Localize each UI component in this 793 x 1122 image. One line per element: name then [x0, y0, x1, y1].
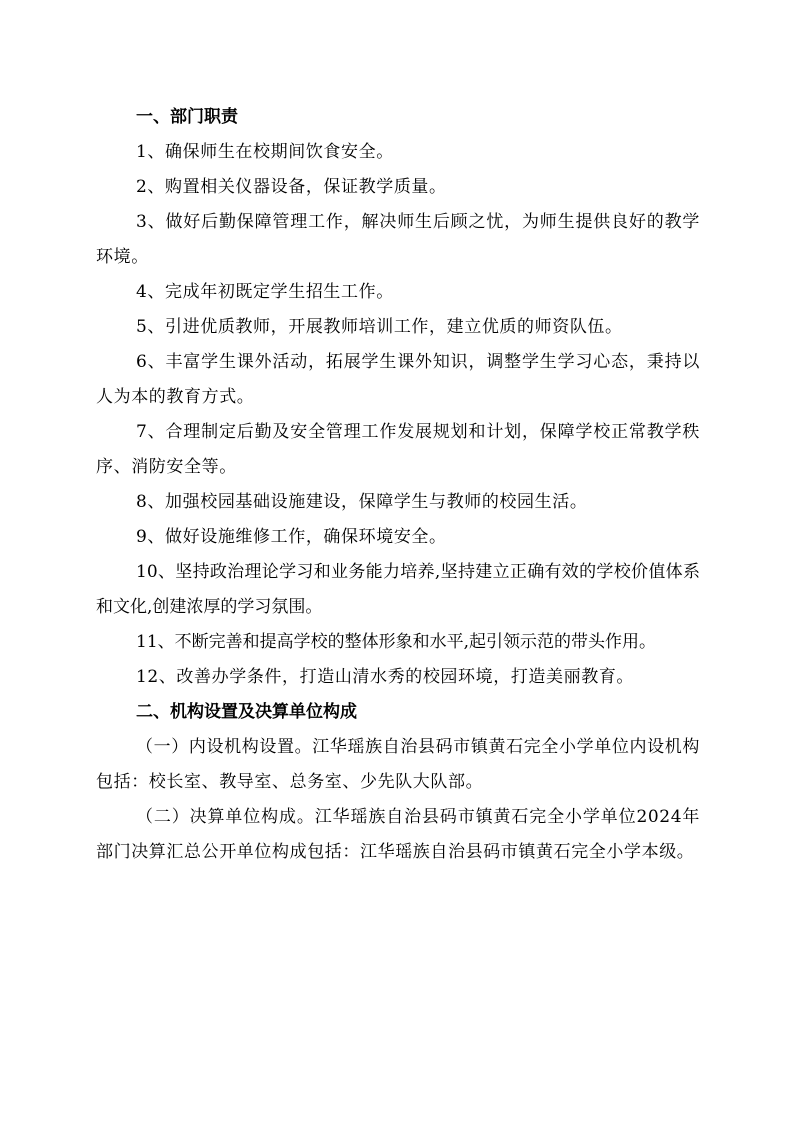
duty-item-1: 1、确保师生在校期间饮食安全。: [136, 142, 394, 162]
section-heading-duties: 一、部门职责: [136, 107, 238, 127]
duty-item-6: 6、丰富学生课外活动，拓展学生课外知识，调整学生学习心态，秉持以人为本的教育方式。: [96, 352, 700, 407]
org-paragraph-internal: （一）内设机构设置。江华瑶族自治县码市镇黄石完全小学单位内设机构包括：校长室、教导室、总务室、少先队大队部。: [96, 737, 700, 792]
duty-item-7: 7、合理制定后勤及安全管理工作发展规划和计划，保障学校正常教学秩序、消防安全等。: [96, 422, 700, 477]
duty-item-5: 5、引进优质教师，开展教师培训工作，建立优质的师资队伍。: [136, 317, 623, 337]
duty-item-2: 2、购置相关仪器设备，保证教学质量。: [136, 177, 447, 197]
duty-item-8: 8、加强校园基础设施建设，保障学生与教师的校园生活。: [136, 492, 588, 512]
duty-item-3: 3、做好后勤保障管理工作，解决师生后顾之忧，为师生提供良好的教学环境。: [96, 212, 700, 267]
document-body: [96, 100, 700, 870]
section-heading-organization: 二、机构设置及决算单位构成: [136, 702, 357, 722]
duty-item-4: 4、完成年初既定学生招生工作。: [136, 282, 394, 302]
duty-item-10: 10、坚持政治理论学习和业务能力培养,坚持建立正确有效的学校价值体系和文化,创建浓厚的学习氛围。: [96, 562, 700, 617]
duty-item-9: 9、做好设施维修工作，确保环境安全。: [136, 527, 447, 547]
duty-item-12: 12、改善办学条件，打造山清水秀的校园环境，打造美丽教育。: [136, 667, 635, 687]
duty-item-11: 11、不断完善和提高学校的整体形象和水平,起引领示范的带头作用。: [136, 632, 657, 652]
org-paragraph-units: （二）决算单位构成。江华瑶族自治县码市镇黄石完全小学单位2024年部门决算汇总公开单位构成包括：江华瑶族自治县码市镇黄石完全小学本级。: [96, 807, 700, 862]
